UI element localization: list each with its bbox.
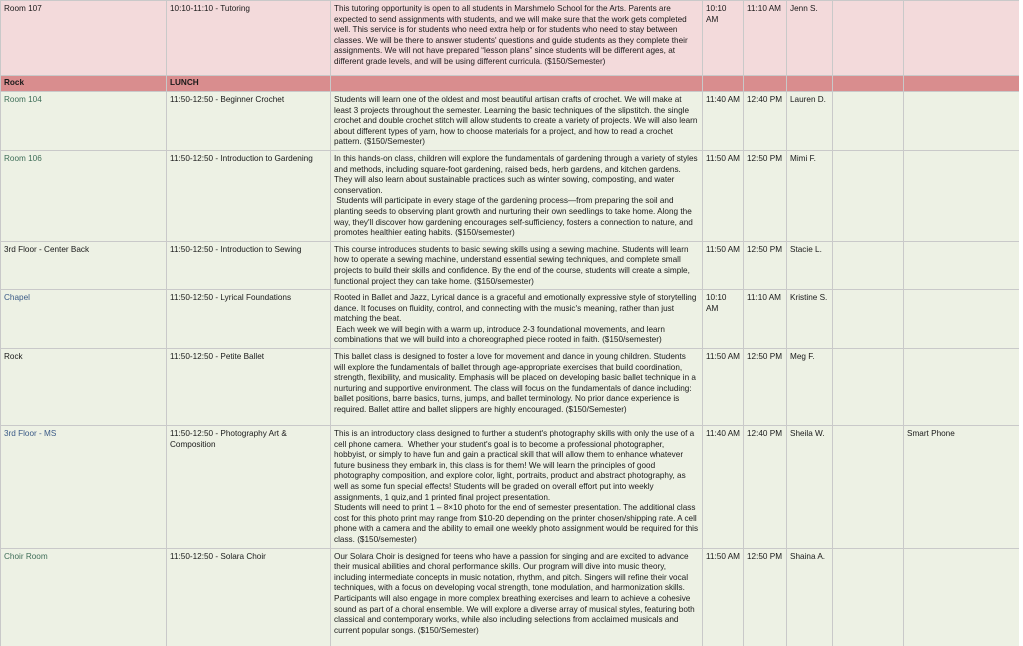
start-time-cell[interactable]: 11:50 AM (703, 548, 744, 646)
start-time-cell[interactable]: 10:10 AM (703, 290, 744, 349)
supplies-cell[interactable] (904, 349, 1023, 426)
end-time-cell[interactable]: 12:50 PM (744, 349, 787, 426)
start-time-cell[interactable]: 10:10 AM (703, 1, 744, 76)
table-row (1, 548, 1023, 646)
class-cell[interactable]: 11:50-12:50 - Petite Ballet (167, 349, 331, 426)
class-cell[interactable]: 11:50-12:50 - Introduction to Gardening (167, 150, 331, 241)
start-time-cell[interactable] (703, 76, 744, 92)
extra-cell[interactable] (833, 426, 904, 549)
table-row (1, 290, 1023, 349)
description-text: Students will learn one of the oldest and most beautiful artisan crafts of crochet. We will make at least 3 projects throughout the semester. Learning the basic techniques of the slipstitch. the single crochet and double crochet stitch will allow students to create a variety of projects. We will also learn about different types of yarn, how to choose materials for a project, and how to read a crochet pattern. ($150/Semester) (334, 95, 700, 147)
extra-cell[interactable] (833, 290, 904, 349)
table-row (1, 1, 1023, 76)
end-time-cell[interactable]: 12:50 PM (744, 150, 787, 241)
end-time-cell[interactable]: 11:10 AM (744, 290, 787, 349)
location-cell[interactable]: Rock (1, 349, 167, 426)
description-text: In this hands-on class, children will explore the fundamentals of gardening through a variety of styles and methods, including square-foot gardening, raised beds, herb gardens, and kitchen gardens. They will also learn about sustainable practices such as winter sowing, composting, and water conservation. (334, 153, 700, 195)
supplies-cell[interactable] (904, 290, 1023, 349)
extra-cell[interactable] (833, 92, 904, 151)
description-text: Students will participate in every stage of the gardening process—from preparing the soil and planting seeds to observing plant growth and nurturing their own seedlings to take home. Along the way, they'll discover how gardening encourages self-sufficiency, fosters a connection to nature, and promotes healthier eating habits. ($150/semester) (334, 196, 696, 238)
sheet-edge (1019, 0, 1023, 646)
description-cell[interactable] (331, 150, 703, 241)
table-row (1, 426, 1023, 549)
class-cell[interactable]: 11:50-12:50 - Solara Choir (167, 548, 331, 646)
description-text: Rooted in Ballet and Jazz, Lyrical dance is a graceful and emotionally expressive style of storytelling dance. It focuses on fluidity, control, and connecting with the music's meaning, rather than just matching the beat. (334, 293, 699, 324)
location-cell[interactable]: 3rd Floor - MS (1, 426, 167, 549)
extra-cell[interactable] (833, 76, 904, 92)
extra-cell[interactable] (833, 241, 904, 289)
table-row (1, 241, 1023, 289)
location-cell[interactable]: Room 104 (1, 92, 167, 151)
description-cell[interactable] (331, 548, 703, 646)
description-cell[interactable] (331, 76, 703, 92)
location-cell[interactable]: 3rd Floor - Center Back (1, 241, 167, 289)
description-text: Our Solara Choir is designed for teens who have a passion for singing and are excited to advance their musical abilities and choral performance skills. Our program will dive into music theory, including intermediate concepts in music notation, rhythm, and pitch. Singers will refine their vocal techniques, with a focus on developing vocal strength, tone modulation, and harmonization skills. Participants will also engage in more complex breathing exercises and learn to achieve a cohesive sound as part of a choral ensemble. We will explore a diverse array of musical styles, featuring both classical and contemporary works, while also including selections from acclaimed musicals and current popular songs. ($150/Semester) (334, 551, 698, 635)
supplies-cell[interactable] (904, 1, 1023, 76)
start-time-cell[interactable]: 11:50 AM (703, 349, 744, 426)
supplies-cell[interactable] (904, 241, 1023, 289)
class-cell[interactable]: 10:10-11:10 - Tutoring (167, 1, 331, 76)
teacher-cell[interactable]: Sheila W. (787, 426, 833, 549)
description-text: Students will need to print 1 – 8×10 photo for the end of semester presentation. The additional class cost for this photo print may range from $10-20 depending on the printer chosen/shipping rate. A cell phone with a camera and the ability to email one weekly photo assignment would be required for this class. ($150/semester) (334, 503, 701, 544)
start-time-cell[interactable]: 11:40 AM (703, 426, 744, 549)
class-cell[interactable]: 11:50-12:50 - Introduction to Sewing (167, 241, 331, 289)
description-text: This course introduces students to basic sewing skills using a sewing machine. Students will learn how to operate a sewing machine, understand essential sewing techniques, and complete small projects to build their skills and confidence. By the end of the course, students will create a simple, functional project they can take home. ($150/semester) (334, 244, 693, 286)
location-cell[interactable]: Choir Room (1, 548, 167, 646)
supplies-cell[interactable] (904, 548, 1023, 646)
supplies-cell[interactable] (904, 76, 1023, 92)
teacher-cell[interactable]: Lauren D. (787, 92, 833, 151)
class-cell[interactable]: 11:50-12:50 - Lyrical Foundations (167, 290, 331, 349)
location-cell[interactable]: Room 107 (1, 1, 167, 76)
table-row (1, 92, 1023, 151)
class-cell[interactable]: LUNCH (167, 76, 331, 92)
description-cell[interactable] (331, 426, 703, 549)
description-text: This tutoring opportunity is open to all students in Marshmelo School for the Arts. Parents are expected to send assignments with students, and we will make sure that the work gets completed well. This service is for students who need extra help or for students who need to stay between classes. We will be there to answer students' questions and guide students as they complete their assignments. We will not have prepared “lesson plans” since students will be different ages, at different grade levels, and will be using different curricula. ($150/Semester) (334, 4, 690, 66)
table-row (1, 150, 1023, 241)
class-cell[interactable]: 11:50-12:50 - Photography Art & Composition (167, 426, 331, 549)
teacher-cell[interactable]: Shaina A. (787, 548, 833, 646)
extra-cell[interactable] (833, 548, 904, 646)
teacher-cell[interactable]: Stacie L. (787, 241, 833, 289)
extra-cell[interactable] (833, 1, 904, 76)
description-cell[interactable] (331, 290, 703, 349)
description-cell[interactable] (331, 92, 703, 151)
teacher-cell[interactable] (787, 76, 833, 92)
description-text: This ballet class is designed to foster a love for movement and dance in young children. Students will explore the fundamentals of ballet through age-appropriate exercises that build coordination, strength, flexibility, and musicality. Emphasis will be placed on developing basic ballet technique in a nurturing and supportive environment. The class will focus on the fundamentals of dance including: ballet positions, barre basics, turns, jumps, and ballet terminology. No prior dance experience is required. Ballet attire and ballet slippers are highly encouraged. ($150/Semester) (334, 352, 699, 415)
teacher-cell[interactable]: Jenn S. (787, 1, 833, 76)
teacher-cell[interactable]: Mimi F. (787, 150, 833, 241)
extra-cell[interactable] (833, 150, 904, 241)
end-time-cell[interactable]: 12:50 PM (744, 548, 787, 646)
table-row (1, 349, 1023, 426)
start-time-cell[interactable]: 11:50 AM (703, 150, 744, 241)
description-text: Each week we will begin with a warm up, introduce 2-3 foundational movements, and learn combinations that we will build into a choreographed piece rooted in faith. ($150/semester) (334, 324, 668, 345)
supplies-cell[interactable]: Smart Phone (904, 426, 1023, 549)
end-time-cell[interactable]: 12:40 PM (744, 426, 787, 549)
location-cell[interactable]: Chapel (1, 290, 167, 349)
end-time-cell[interactable]: 12:50 PM (744, 241, 787, 289)
description-text: This is an introductory class designed to further a student's photography skills with only the use of a cell phone camera. Whether your student's goal is to become a professional photographer, hobbyist, or simply to have fun and gain a practical skill that will allow them to enhance whatever future business they embark in, this class is for them! We will learn the principles of good photography composition, and explore color, light, portraits, product and abstract photography, as well as some fun special effects! Students will be graded on overall effort put into weekly assignments, 1 quiz,and 1 printed final project presentation. (334, 429, 697, 502)
supplies-cell[interactable] (904, 150, 1023, 241)
table-row-lunch (1, 76, 1023, 92)
end-time-cell[interactable] (744, 76, 787, 92)
teacher-cell[interactable]: Kristine S. (787, 290, 833, 349)
extra-cell[interactable] (833, 349, 904, 426)
location-cell[interactable]: Room 106 (1, 150, 167, 241)
supplies-cell[interactable] (904, 92, 1023, 151)
description-cell[interactable] (331, 241, 703, 289)
description-cell[interactable] (331, 1, 703, 76)
teacher-cell[interactable]: Meg F. (787, 349, 833, 426)
description-cell[interactable] (331, 349, 703, 426)
location-cell[interactable]: Rock (1, 76, 167, 92)
class-cell[interactable]: 11:50-12:50 - Beginner Crochet (167, 92, 331, 151)
end-time-cell[interactable]: 11:10 AM (744, 1, 787, 76)
start-time-cell[interactable]: 11:40 AM (703, 92, 744, 151)
start-time-cell[interactable]: 11:50 AM (703, 241, 744, 289)
end-time-cell[interactable]: 12:40 PM (744, 92, 787, 151)
